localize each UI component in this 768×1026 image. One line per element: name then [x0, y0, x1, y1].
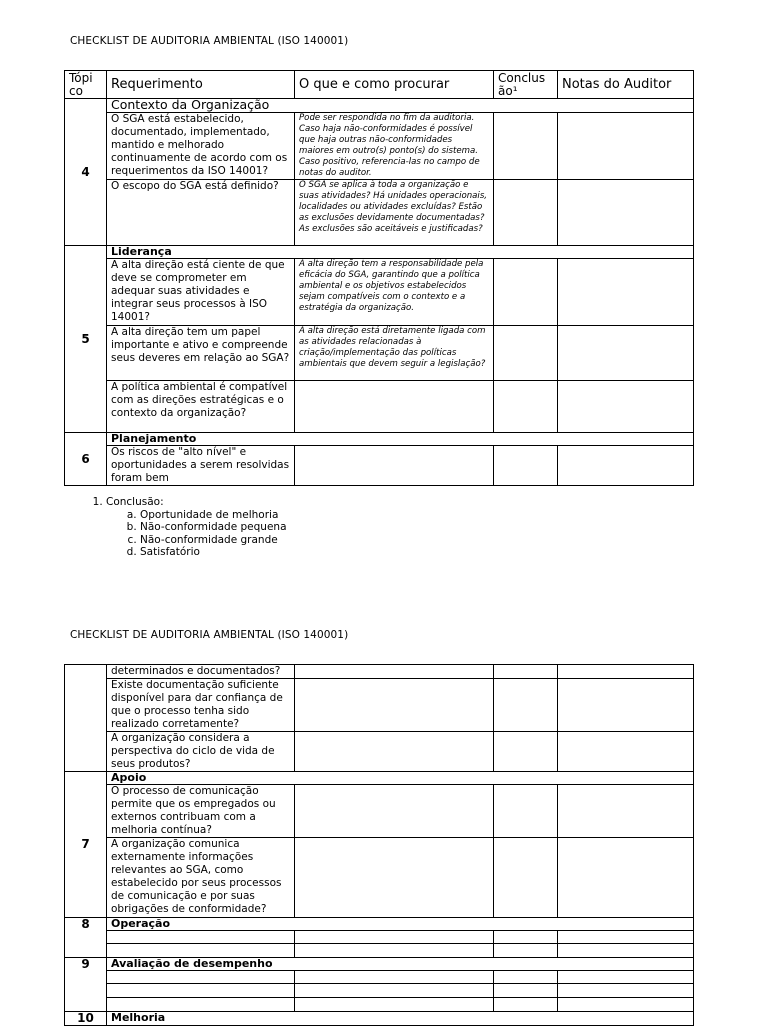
table-row	[65, 180, 694, 246]
requirement-cell: O processo de comunicação permite que os empregados ou externos contribuam com a melhoria contínua?	[107, 785, 295, 838]
table-row	[65, 665, 694, 679]
topic-number	[65, 665, 107, 772]
requirement-cell	[107, 944, 295, 958]
conclusion-cell[interactable]	[494, 944, 558, 958]
auditor-notes-cell[interactable]	[558, 931, 694, 944]
hint-cell	[295, 785, 494, 838]
conclusion-option: d. Satisfatório	[140, 546, 287, 559]
hint-cell	[295, 998, 494, 1012]
requirement-cell: Existe documentação suficiente disponível para dar confiança de que o processo tenha sido realizado corretamente?	[107, 679, 295, 732]
section-row	[65, 433, 694, 446]
auditor-notes-cell[interactable]	[558, 732, 694, 772]
conclusion-cell[interactable]	[494, 381, 558, 433]
auditor-notes-cell[interactable]	[558, 998, 694, 1012]
conclusion-cell[interactable]	[494, 180, 558, 246]
topic-number: 4	[65, 99, 107, 246]
hint-cell	[295, 665, 494, 679]
header-conclusao: Conclus ão¹	[494, 71, 558, 99]
section-title: Apoio	[107, 772, 694, 785]
checklist-table-page2	[64, 664, 694, 1026]
section-row	[65, 918, 694, 931]
auditor-notes-cell[interactable]	[558, 180, 694, 246]
hint-cell	[295, 971, 494, 984]
requirement-cell: O escopo do SGA está definido?	[107, 180, 295, 246]
auditor-notes-cell[interactable]	[558, 838, 694, 918]
section-row	[65, 772, 694, 785]
hint-cell: O SGA se aplica à toda a organização e suas atividades? Há unidades operacionais, localidades ou atividades excluídas? Estão as exclusões devidamente documentadas? As exclusões são aceitáveis e justificadas?	[295, 180, 494, 246]
topic-number: 6	[65, 433, 107, 486]
conclusion-cell[interactable]	[494, 838, 558, 918]
conclusion-cell[interactable]	[494, 971, 558, 984]
auditor-notes-cell[interactable]	[558, 984, 694, 998]
conclusion-cell[interactable]	[494, 998, 558, 1012]
conclusion-option: a. Oportunidade de melhoria	[140, 509, 287, 522]
table-row	[65, 113, 694, 180]
table-row	[65, 785, 694, 838]
section-row	[65, 99, 694, 113]
auditor-notes-cell[interactable]	[558, 665, 694, 679]
document-title: CHECKLIST DE AUDITORIA AMBIENTAL (ISO 140001)	[70, 35, 349, 47]
section-title: Contexto da Organização	[107, 99, 694, 113]
requirement-cell: Os riscos de "alto nível" e oportunidades a serem resolvidas foram bem	[107, 446, 295, 486]
auditor-notes-cell[interactable]	[558, 259, 694, 326]
hint-cell	[295, 446, 494, 486]
table-row	[65, 838, 694, 918]
auditor-notes-cell[interactable]	[558, 326, 694, 381]
conclusion-cell[interactable]	[494, 113, 558, 180]
requirement-cell: A política ambiental é compatível com as direções estratégicas e o contexto da organização?	[107, 381, 295, 433]
hint-cell	[295, 732, 494, 772]
conclusion-cell[interactable]	[494, 679, 558, 732]
header-requerimento: Requerimento	[107, 71, 295, 99]
topic-number: 10	[65, 1012, 107, 1026]
auditor-notes-cell[interactable]	[558, 944, 694, 958]
footnote-label: Conclusão:	[106, 496, 164, 508]
table-row	[65, 446, 694, 486]
section-row	[65, 246, 694, 259]
section-title: Operação	[107, 918, 694, 931]
topic-number: 9	[65, 958, 107, 1012]
table-row	[65, 971, 694, 984]
hint-cell	[295, 984, 494, 998]
section-row	[65, 1012, 694, 1026]
auditor-notes-cell[interactable]	[558, 446, 694, 486]
hint-cell: A alta direção está diretamente ligada com as atividades relacionadas à criação/implementação das políticas ambientais que devem seguir a legislação?	[295, 326, 494, 381]
conclusion-option: b. Não-conformidade pequena	[140, 521, 287, 534]
section-title: Planejamento	[107, 433, 694, 446]
requirement-cell	[107, 971, 295, 984]
requirement-cell: O SGA está estabelecido, documentado, implementado, mantido e melhorado continuamente de acordo com os requerimentos da ISO 14001?	[107, 113, 295, 180]
topic-number: 5	[65, 246, 107, 433]
requirement-cell: A alta direção tem um papel importante e ativo e compreende seus deveres em relação ao SGA?	[107, 326, 295, 381]
requirement-cell	[107, 998, 295, 1012]
auditor-notes-cell[interactable]	[558, 785, 694, 838]
hint-cell: A alta direção tem a responsabilidade pela eficácia do SGA, garantindo que a política ambiental e os objetivos estabelecidos sejam compatíveis com o contexto e a estratégia da organização.	[295, 259, 494, 326]
requirement-cell: A alta direção está ciente de que deve se comprometer em adequar suas atividades e integrar seus processos à ISO 14001?	[107, 259, 295, 326]
auditor-notes-cell[interactable]	[558, 971, 694, 984]
topic-number: 7	[65, 772, 107, 918]
table-row	[65, 998, 694, 1012]
hint-cell	[295, 838, 494, 918]
header-como-procurar: O que e como procurar	[295, 71, 494, 99]
hint-cell: Pode ser respondida no fim da auditoria. Caso haja não-conformidades é possível que haja outras não-conformidades maiores em outro(s) ponto(s) do sistema. Caso positivo, referencia-las no campo de notas do auditor.	[295, 113, 494, 180]
auditor-notes-cell[interactable]	[558, 679, 694, 732]
requirement-cell: A organização considera a perspectiva do ciclo de vida de seus produtos?	[107, 732, 295, 772]
table-row	[65, 944, 694, 958]
conclusion-cell[interactable]	[494, 931, 558, 944]
requirement-cell: A organização comunica externamente informações relevantes ao SGA, como estabelecido por seus processos de comunicação e por suas obrigações de conformidade?	[107, 838, 295, 918]
table-row	[65, 679, 694, 732]
section-row	[65, 958, 694, 971]
hint-cell	[295, 679, 494, 732]
table-row	[65, 931, 694, 944]
conclusion-option: c. Não-conformidade grande	[140, 534, 287, 547]
auditor-notes-cell[interactable]	[558, 381, 694, 433]
hint-cell	[295, 931, 494, 944]
conclusion-cell[interactable]	[494, 446, 558, 486]
document-title: CHECKLIST DE AUDITORIA AMBIENTAL (ISO 140001)	[70, 629, 349, 641]
table-row	[65, 381, 694, 433]
table-row	[65, 732, 694, 772]
requirement-cell	[107, 984, 295, 998]
conclusion-cell[interactable]	[494, 785, 558, 838]
hint-cell	[295, 944, 494, 958]
topic-number: 8	[65, 918, 107, 958]
auditor-notes-cell[interactable]	[558, 113, 694, 180]
header-row	[65, 71, 694, 99]
table-row	[65, 984, 694, 998]
conclusion-cell[interactable]	[494, 326, 558, 381]
conclusion-cell[interactable]	[494, 732, 558, 772]
section-title: Avaliação de desempenho	[107, 958, 694, 971]
requirement-cell: determinados e documentados?	[107, 665, 295, 679]
table-row	[65, 259, 694, 326]
conclusion-cell[interactable]	[494, 665, 558, 679]
conclusion-cell[interactable]	[494, 984, 558, 998]
footnote	[88, 496, 287, 559]
hint-cell	[295, 381, 494, 433]
conclusion-cell[interactable]	[494, 259, 558, 326]
header-topico: Tópi co	[65, 71, 107, 99]
section-title: Melhoria	[107, 1012, 694, 1026]
checklist-table-page1	[64, 70, 694, 486]
requirement-cell	[107, 931, 295, 944]
header-notas: Notas do Auditor	[558, 71, 694, 99]
section-title: Liderança	[107, 246, 694, 259]
table-row	[65, 326, 694, 381]
